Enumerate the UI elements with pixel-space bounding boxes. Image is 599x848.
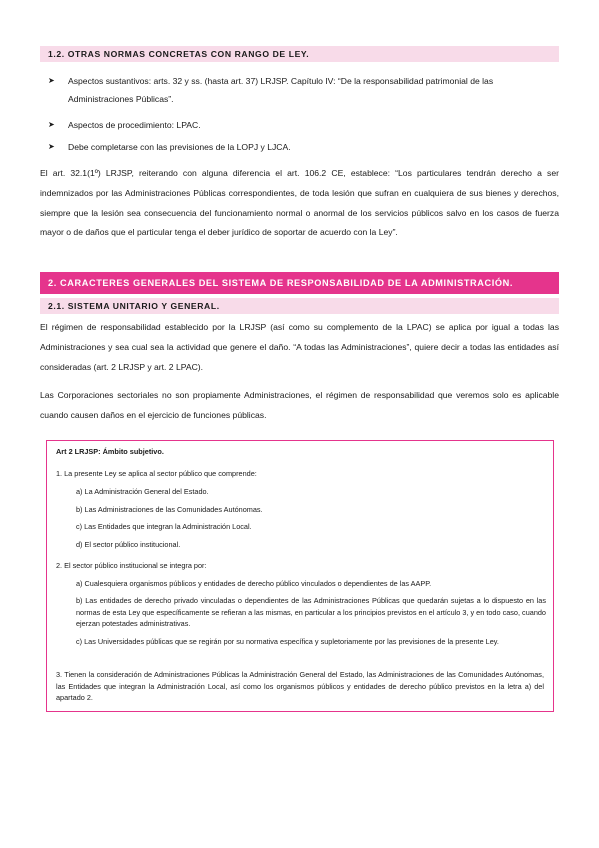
section-heading-2-1: 2.1. SISTEMA UNITARIO Y GENERAL.	[40, 298, 559, 314]
paragraph-regimen: El régimen de responsabilidad establecido por la LRJSP (así como su complemento de la LPAC) se aplica por igual a todas las Administraciones y sea cual sea la actividad que genere el daño. “A todas las Administraciones”, quiere decir a todas las entidades así consideradas (art. 2 LRJSP y art. 2 LPAC).	[40, 322, 559, 372]
arrow-bullet-icon: ➤	[48, 120, 55, 129]
section-heading-2: 2. CARACTERES GENERALES DEL SISTEMA DE RESPONSABILIDAD DE LA ADMINISTRACIÓN.	[40, 272, 559, 294]
arrow-bullet-icon: ➤	[48, 142, 55, 151]
bullet-text: Aspectos sustantivos: arts. 32 y ss. (hasta art. 37) LRJSP. Capítulo IV: “De la responsabilidad patrimonial de las Administraciones Públicas”.	[68, 76, 494, 104]
box-paragraph-2: 2. El sector público institucional se integra por:	[56, 561, 207, 570]
box-paragraph-1: 1. La presente Ley se aplica al sector público que comprende:	[56, 469, 257, 478]
box-list-item: c) Las Universidades públicas que se regirán por su normativa específica y supletoriamente por las previsiones de la presente Ley.	[76, 637, 499, 646]
box-paragraph-3: 3. Tienen la consideración de Administraciones Públicas la Administración General del Estado, las Administraciones de las Comunidades Autónomas, las Entidades que integran la Administración Local, así como los organismos públicos y entidades de derecho público previstos en la letra a) del apartado 2.	[56, 670, 544, 702]
paragraph-corporaciones: Las Corporaciones sectoriales no son propiamente Administraciones, el régimen de responsabilidad que veremos solo es aplicable cuando causen daños en el ejercicio de funciones públicas.	[40, 390, 559, 420]
paragraph-art-32: El art. 32.1(1º) LRJSP, reiterando con alguna diferencia el art. 106.2 CE, establece: “Los particulares tendrán derecho a ser indemnizados por las Administraciones Públicas correspondientes, de toda lesión que sufran en cualquiera de sus bienes y derechos, siempre que la lesión sea consecuencia del funcionamiento normal o anormal de los servicios públicos salvo en los casos de fuerza mayor o de daños que el particular tenga el deber jurídico de soportar de acuerdo con la Ley”.	[40, 168, 559, 238]
box-list-item: a) Cualesquiera organismos públicos y entidades de derecho público vinculados o dependientes de las AAPP.	[76, 579, 432, 588]
box-list-item: d) El sector público institucional.	[76, 540, 181, 549]
box-list-item: a) La Administración General del Estado.	[76, 487, 209, 496]
box-list-item: b) Las Administraciones de las Comunidades Autónomas.	[76, 505, 263, 514]
arrow-bullet-icon: ➤	[48, 76, 55, 85]
section-heading-1-2: 1.2. OTRAS NORMAS CONCRETAS CON RANGO DE LEY.	[40, 46, 559, 62]
box-title: Art 2 LRJSP: Ámbito subjetivo.	[56, 447, 164, 456]
box-list-item: c) Las Entidades que integran la Administración Local.	[76, 522, 252, 531]
bullet-text: Debe completarse con las previsiones de la LOPJ y LJCA.	[68, 142, 291, 152]
legal-text-box	[46, 440, 554, 712]
box-list-item: b) Las entidades de derecho privado vinculadas o dependientes de las Administraciones Públicas que quedarán sujetas a lo dispuesto en las normas de esta Ley que específicamente se refieran a las mismas, en particular a los principios previstos en el artículo 3, y en todo caso, cuando ejerzan potestades administrativas.	[76, 596, 546, 628]
bullet-text: Aspectos de procedimiento: LPAC.	[68, 120, 201, 130]
